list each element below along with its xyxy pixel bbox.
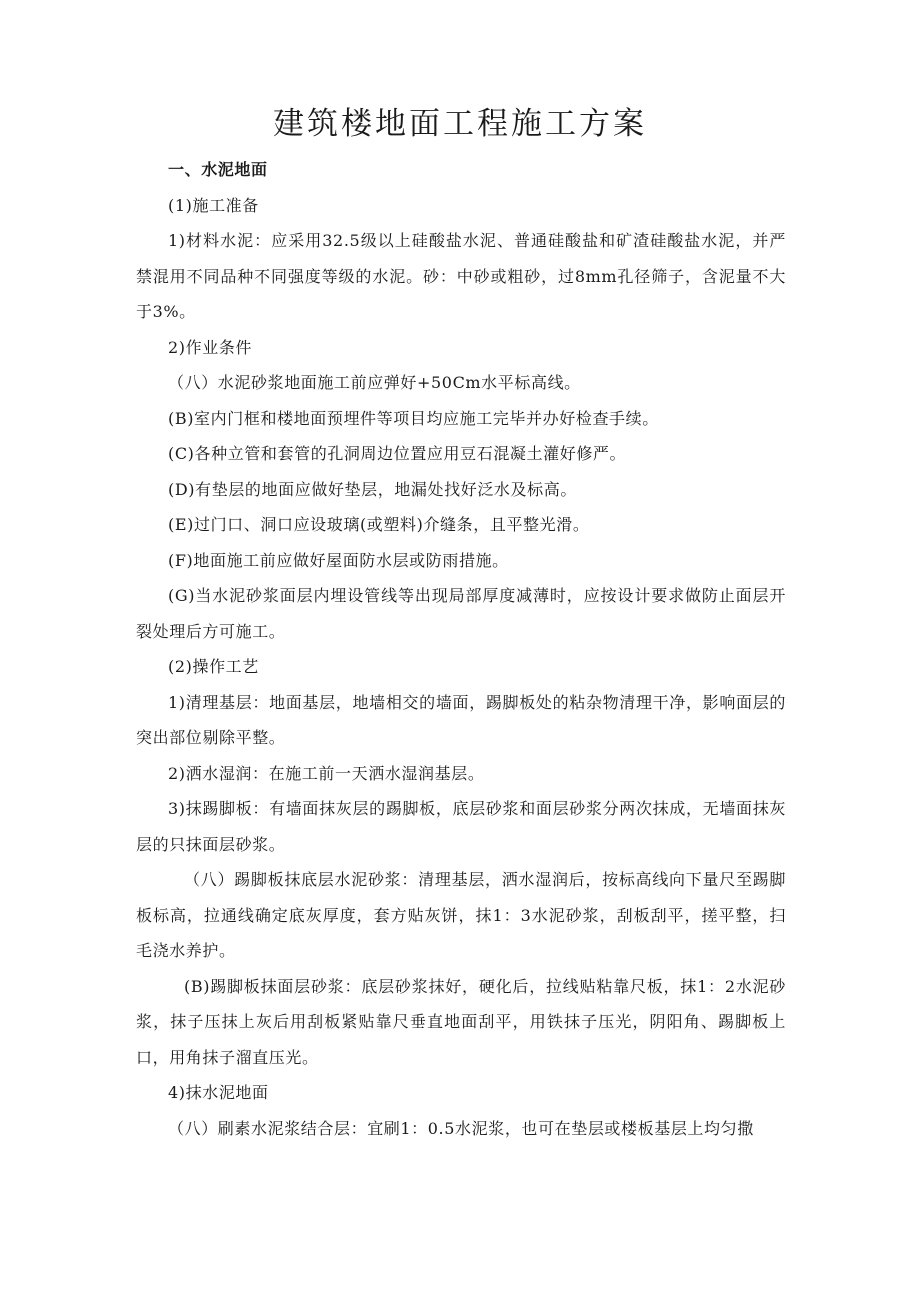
paragraph-process-4a: （八）刷素水泥浆结合层：宜刷1：0.5水泥浆，也可在垫层或楼板基层上均匀撒 bbox=[168, 1118, 754, 1138]
paragraph-process-3a: （八）踢脚板抹底层水泥砂浆：清理基层，洒水湿润后，按标高线向下量尺至踢脚板标高，拉通线确定底灰厚度，套方贴灰饼，抹1：3水泥砂浆，刮板刮平，搓平整，扫毛浇水养护。 bbox=[136, 870, 786, 960]
paragraph-section-1-heading: 一、水泥地面 bbox=[168, 160, 268, 179]
paragraph-process-heading: (2)操作工艺 bbox=[168, 657, 259, 676]
paragraph-condition-c: (C)各种立管和套管的孔洞周边位置应用豆石混凝土灌好修严。 bbox=[168, 444, 627, 463]
document-title: 建筑楼地面工程施工方案 bbox=[273, 106, 647, 142]
paragraph-materials: 1)材料水泥：应采用32.5级以上硅酸盐水泥、普通硅酸盐和矿渣硅酸盐水泥，并严禁混用不同品种不同强度等级的水泥。砂：中砂或粗砂，过8mm孔径筛子，含泥量不大于3%。 bbox=[136, 231, 786, 321]
document-body bbox=[136, 152, 786, 1146]
paragraph-process-3: 3)抹踢脚板：有墙面抹灰层的踢脚板，底层砂浆和面层砂浆分两次抹成，无墙面抹灰层的只抹面层砂浆。 bbox=[136, 799, 786, 854]
paragraph-condition-a: （八）水泥砂浆地面施工前应弹好+50Cm水平标高线。 bbox=[168, 373, 581, 392]
paragraph-prep-heading: (1)施工准备 bbox=[168, 195, 259, 215]
paragraph-process-4: 4)抹水泥地面 bbox=[168, 1083, 269, 1102]
paragraph-process-1: 1)清理基层：地面基层，地墙相交的墙面，踢脚板处的粘杂物清理干净，影响面层的突出部位剔除平整。 bbox=[136, 692, 786, 747]
paragraph-process-3b: (B)踢脚板抹面层砂浆：底层砂浆抹好，硬化后，拉线贴粘靠尺板，抹1：2水泥砂浆，抹子压抹上灰后用刮板紧贴靠尺垂直地面刮平，用铁抹子压光，阴阳角、踢脚板上口，用角抹子溜直压光。 bbox=[136, 976, 786, 1067]
paragraph-condition-f: (F)地面施工前应做好屋面防水层或防雨措施。 bbox=[168, 550, 509, 570]
paragraph-conditions-heading: 2)作业条件 bbox=[168, 337, 253, 357]
paragraph-condition-e: (E)过门口、洞口应设玻璃(或塑料)介缝条，且平整光滑。 bbox=[168, 515, 590, 534]
paragraph-condition-b: (B)室内门框和楼地面预埋件等项目均应施工完毕并办好检查手续。 bbox=[168, 408, 659, 428]
paragraph-condition-d: (D)有垫层的地面应做好垫层，地漏处找好泛水及标高。 bbox=[168, 479, 577, 499]
paragraph-process-2: 2)洒水湿润：在施工前一天洒水湿润基层。 bbox=[168, 763, 485, 783]
paragraph-condition-g: (G)当水泥砂浆面层内埋设管线等出现局部厚度减薄时，应按设计要求做防止面层开裂处理后方可施工。 bbox=[136, 586, 786, 641]
